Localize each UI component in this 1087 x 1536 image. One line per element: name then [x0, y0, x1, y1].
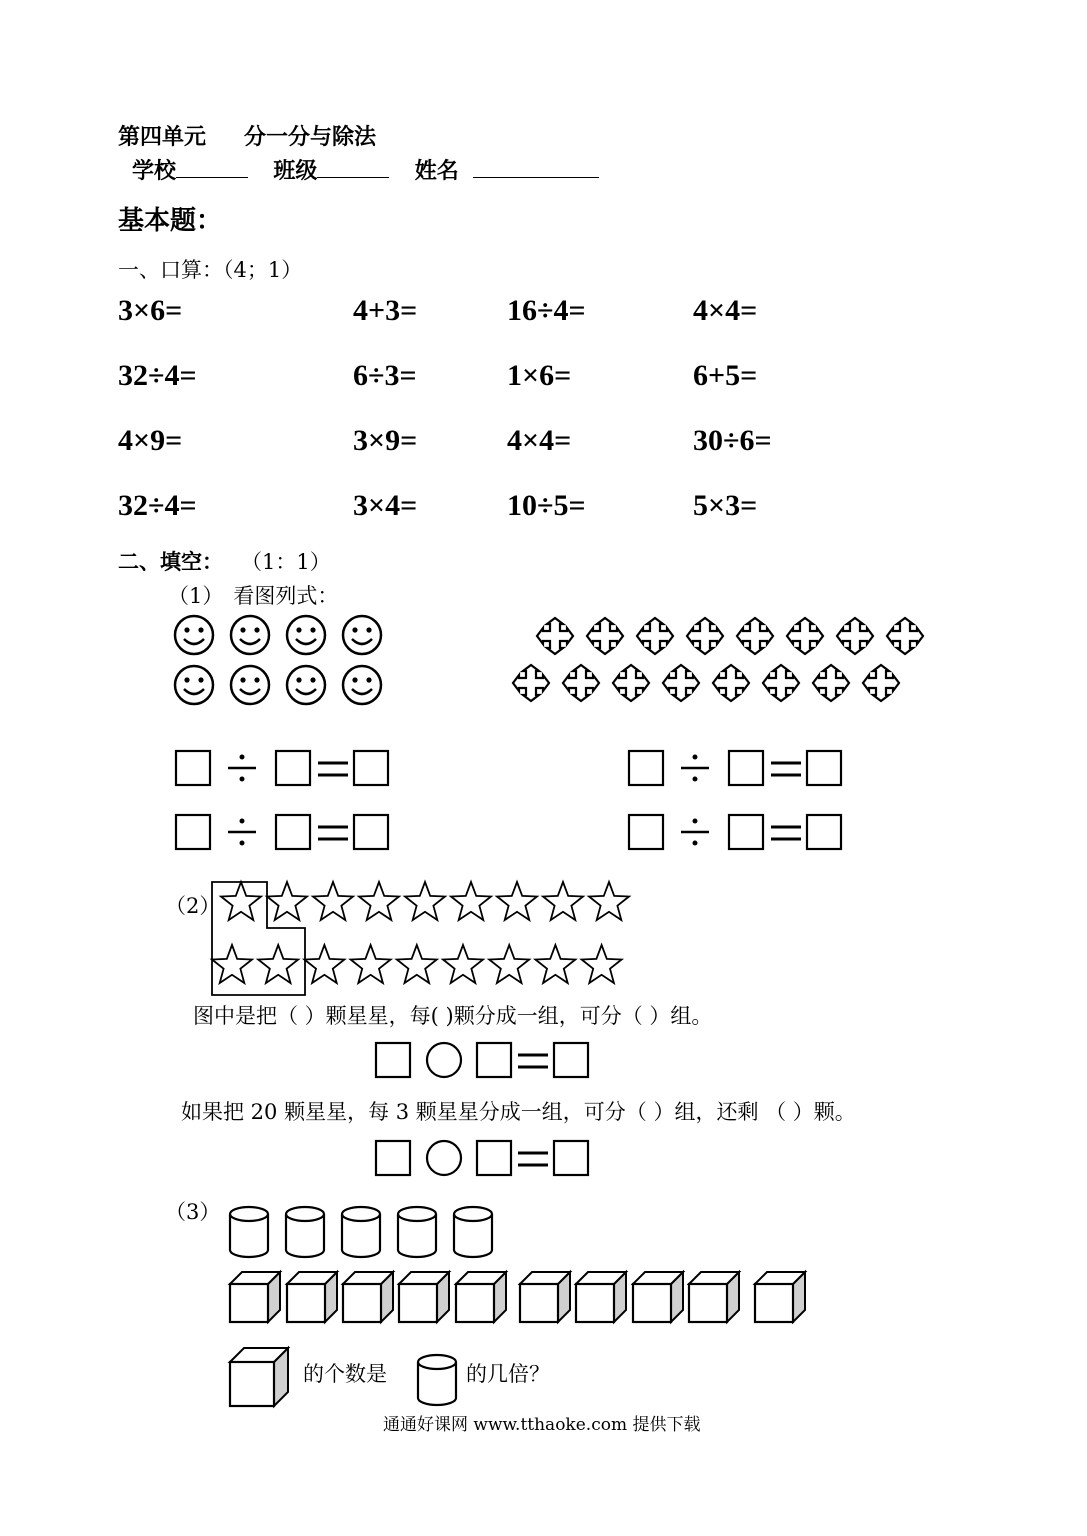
- star-outline-icon: [489, 945, 529, 983]
- smiley-face-icon: [343, 666, 381, 704]
- star-outline-icon: [258, 945, 298, 983]
- division-equation[interactable]: [176, 815, 388, 849]
- school-label: 学校: [132, 158, 177, 184]
- smiley-face-icon: [175, 666, 213, 704]
- cross-arrows-icon: [587, 618, 623, 654]
- star-outline-icon: [443, 945, 483, 983]
- cross-arrows-icon: [737, 618, 773, 654]
- star-outline-icon: [313, 882, 353, 920]
- arithmetic-problem[interactable]: 4×4=: [507, 424, 572, 457]
- arithmetic-problem[interactable]: 1×6=: [507, 359, 572, 392]
- arithmetic-problem[interactable]: 6+5=: [693, 359, 758, 392]
- smiley-face-icon: [343, 616, 381, 654]
- cross-arrows-icon: [763, 665, 799, 701]
- arithmetic-problem[interactable]: 3×6=: [118, 294, 183, 327]
- star-outline-icon: [397, 945, 437, 983]
- division-equation[interactable]: [629, 815, 841, 849]
- cube-icon: [520, 1272, 570, 1322]
- cylinder-icon: [286, 1207, 324, 1257]
- star-outline-icon: [405, 882, 445, 920]
- arithmetic-problem[interactable]: 3×9=: [353, 424, 418, 457]
- star-outline-icon: [221, 882, 261, 920]
- cube-icon: [287, 1272, 337, 1322]
- cross-arrows-icon: [787, 618, 823, 654]
- name-label: 姓名: [414, 158, 459, 184]
- circle-operator-equation[interactable]: [376, 1043, 588, 1077]
- q2-sentence-2: 如果把 20 颗星星，每 3 颗星星分成一组，可分（ ）组，还剩 （ ）颗。: [181, 1100, 856, 1124]
- star-outline-icon: [535, 945, 575, 983]
- cube-icon: [343, 1272, 393, 1322]
- cube-icon: [230, 1272, 280, 1322]
- division-equation[interactable]: [176, 751, 388, 785]
- q2-label: （2）: [165, 894, 221, 918]
- cross-arrows-icon: [537, 618, 573, 654]
- division-equation[interactable]: [629, 751, 841, 785]
- cylinder-icon: [454, 1207, 492, 1257]
- cube-icon: [399, 1272, 449, 1322]
- cube-icon: [755, 1272, 805, 1322]
- cube-icon: [230, 1348, 288, 1406]
- cross-arrows-icon: [813, 665, 849, 701]
- arithmetic-problem[interactable]: 3×4=: [353, 489, 418, 522]
- cylinder-icon: [398, 1207, 436, 1257]
- cross-arrows-icon: [613, 665, 649, 701]
- cross-arrows-icon: [637, 618, 673, 654]
- star-outline-icon: [267, 882, 307, 920]
- cross-arrows-icon: [687, 618, 723, 654]
- q3-label: （3）: [165, 1200, 221, 1224]
- smiley-face-icon: [287, 616, 325, 654]
- section2-label: 二、填空： （1：1）: [118, 549, 331, 574]
- circle-operator-equation[interactable]: [376, 1141, 588, 1175]
- cube-icon: [576, 1272, 626, 1322]
- star-outline-icon: [543, 882, 583, 920]
- cube-icon: [456, 1272, 506, 1322]
- arithmetic-problem[interactable]: 6÷3=: [353, 359, 417, 392]
- class-label: 班级: [273, 158, 318, 184]
- arithmetic-problem[interactable]: 4×9=: [118, 424, 183, 457]
- cylinder-icon: [230, 1207, 268, 1257]
- cylinder-icon: [342, 1207, 380, 1257]
- arithmetic-problem[interactable]: 16÷4=: [507, 294, 586, 327]
- cross-arrows-icon: [513, 665, 549, 701]
- q2-sentence-1: 图中是把（ ）颗星星，每( )颗分成一组，可分（ ）组。: [193, 1004, 713, 1028]
- cylinder-icon: [418, 1355, 456, 1405]
- arithmetic-problem[interactable]: 30÷6=: [693, 424, 772, 457]
- smiley-face-icon: [175, 616, 213, 654]
- cross-arrows-icon: [663, 665, 699, 701]
- smiley-face-icon: [287, 666, 325, 704]
- cube-icon: [689, 1272, 739, 1322]
- arithmetic-problem[interactable]: 4×4=: [693, 294, 758, 327]
- basic-heading: 基本题：: [118, 206, 223, 236]
- smiley-face-icon: [231, 616, 269, 654]
- star-outline-icon: [304, 945, 344, 983]
- star-outline-icon: [582, 945, 622, 983]
- unit-title: 第四单元 分一分与除法: [118, 124, 377, 150]
- star-outline-icon: [497, 882, 537, 920]
- section1-label: 一、口算：（4；1）: [118, 258, 303, 282]
- arithmetic-problem[interactable]: 32÷4=: [118, 489, 197, 522]
- cube-icon: [633, 1272, 683, 1322]
- q3-question-mid: 的个数是: [303, 1362, 387, 1386]
- cross-arrows-icon: [887, 618, 923, 654]
- footer-credit: 通通好课网 www.tthaoke.com 提供下载: [383, 1415, 701, 1435]
- cross-arrows-icon: [563, 665, 599, 701]
- star-outline-icon: [589, 882, 629, 920]
- star-outline-icon: [212, 945, 252, 983]
- smiley-face-icon: [231, 666, 269, 704]
- cross-arrows-icon: [837, 618, 873, 654]
- star-outline-icon: [451, 882, 491, 920]
- arithmetic-problem[interactable]: 10÷5=: [507, 489, 586, 522]
- q1-line: （1） 看图列式：: [168, 584, 339, 608]
- star-outline-icon: [351, 945, 391, 983]
- star-outline-icon: [359, 882, 399, 920]
- q3-question-end: 的几倍？: [466, 1362, 550, 1386]
- arithmetic-problem[interactable]: 4+3=: [353, 294, 418, 327]
- cross-arrows-icon: [713, 665, 749, 701]
- cross-arrows-icon: [863, 665, 899, 701]
- arithmetic-problem[interactable]: 5×3=: [693, 489, 758, 522]
- arithmetic-problem[interactable]: 32÷4=: [118, 359, 197, 392]
